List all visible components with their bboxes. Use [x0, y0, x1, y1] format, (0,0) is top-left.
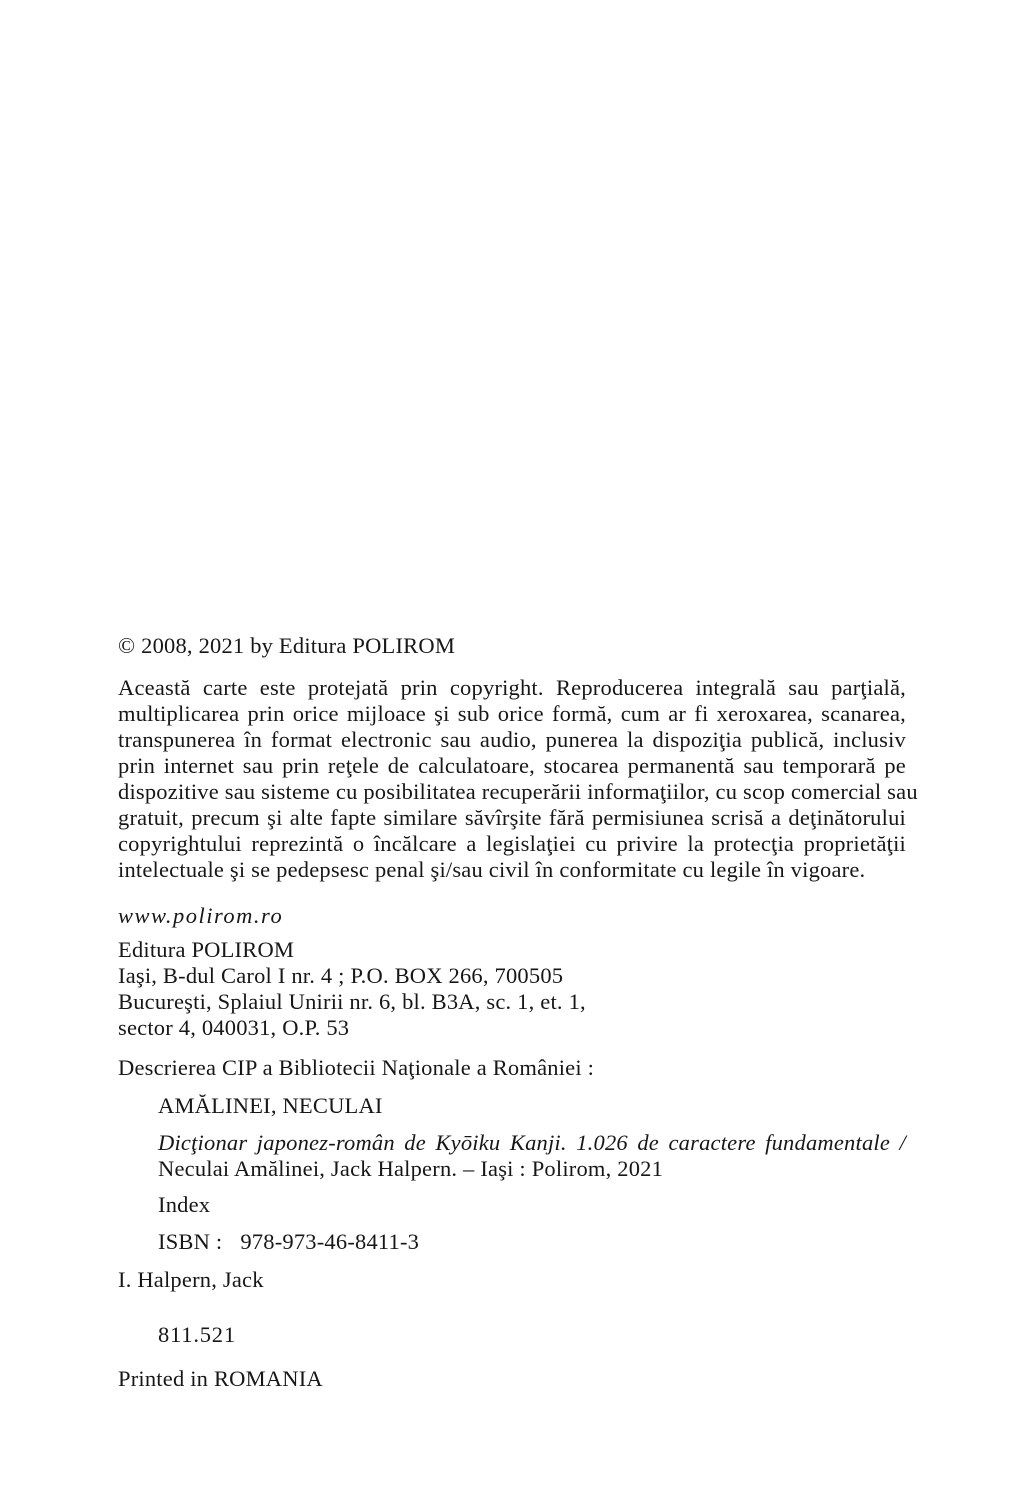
- notice-line: gratuit, precum şi alte fapte similare săvîrşite fără permisiunea scrisă a deţinătorului: [118, 805, 906, 830]
- notice-line: prin internet sau prin reţele de calculatoare, stocarea permanentă sau temporară pe: [118, 753, 906, 778]
- copyright-notice: [118, 675, 918, 883]
- cip-title-continuation: Neculai Amălinei, Jack Halpern. – Iaşi : Polirom, 2021: [158, 1156, 664, 1181]
- isbn-label: ISBN :: [158, 1229, 223, 1254]
- cip-book-title: Dicţionar japonez-român de Kyōiku Kanji. 1.026 de caractere fundamentale /: [158, 1130, 906, 1155]
- udc-classification-number: 811.521: [158, 1322, 236, 1347]
- cip-heading: Descrierea CIP a Bibliotecii Naţionale a României :: [118, 1055, 595, 1080]
- notice-line: Această carte este protejată prin copyright. Reproducerea integrală sau parţială,: [118, 675, 906, 700]
- publisher-address-line: sector 4, 040031, O.P. 53: [118, 1015, 350, 1040]
- cip-isbn-entry: [118, 1229, 906, 1255]
- notice-line: intelectuale şi se pedepsesc penal şi/sau civil în conformitate cu legile în vigoare.: [118, 857, 866, 882]
- publisher-name: Editura POLIROM: [118, 937, 295, 962]
- book-copyright-page: [118, 633, 918, 1392]
- cip-index-entry: Index: [158, 1192, 211, 1217]
- printed-in-line: Printed in ROMANIA: [118, 1366, 323, 1391]
- notice-line: multiplicarea prin orice mijloace şi sub orice formă, cum ar fi xeroxarea, scanarea,: [118, 701, 906, 726]
- publisher-website-url: www.polirom.ro: [118, 903, 284, 928]
- copyright-line: © 2008, 2021 by Editura POLIROM: [118, 633, 456, 658]
- notice-line: transpunerea în format electronic sau audio, punerea la dispoziţia publică, inclusiv: [118, 727, 906, 752]
- publisher-address-line: Iaşi, B-dul Carol I nr. 4 ; P.O. BOX 266, 700505: [118, 963, 564, 988]
- isbn-value: 978-973-46-8411-3: [240, 1229, 420, 1254]
- publisher-address-block: [118, 937, 906, 1041]
- notice-line: dispozitive sau sisteme cu posibilitatea recuperării informaţiilor, cu scop comercial sau: [118, 779, 918, 804]
- publisher-address-line: Bucureşti, Splaiul Unirii nr. 6, bl. B3A, sc. 1, et. 1,: [118, 989, 586, 1014]
- notice-line: copyrightului reprezintă o încălcare a legislaţiei cu privire la protecţia proprietăţii: [118, 831, 906, 856]
- cip-author-name: AMĂLINEI, NECULAI: [158, 1093, 383, 1118]
- cip-contributor-entry: I. Halpern, Jack: [118, 1267, 264, 1292]
